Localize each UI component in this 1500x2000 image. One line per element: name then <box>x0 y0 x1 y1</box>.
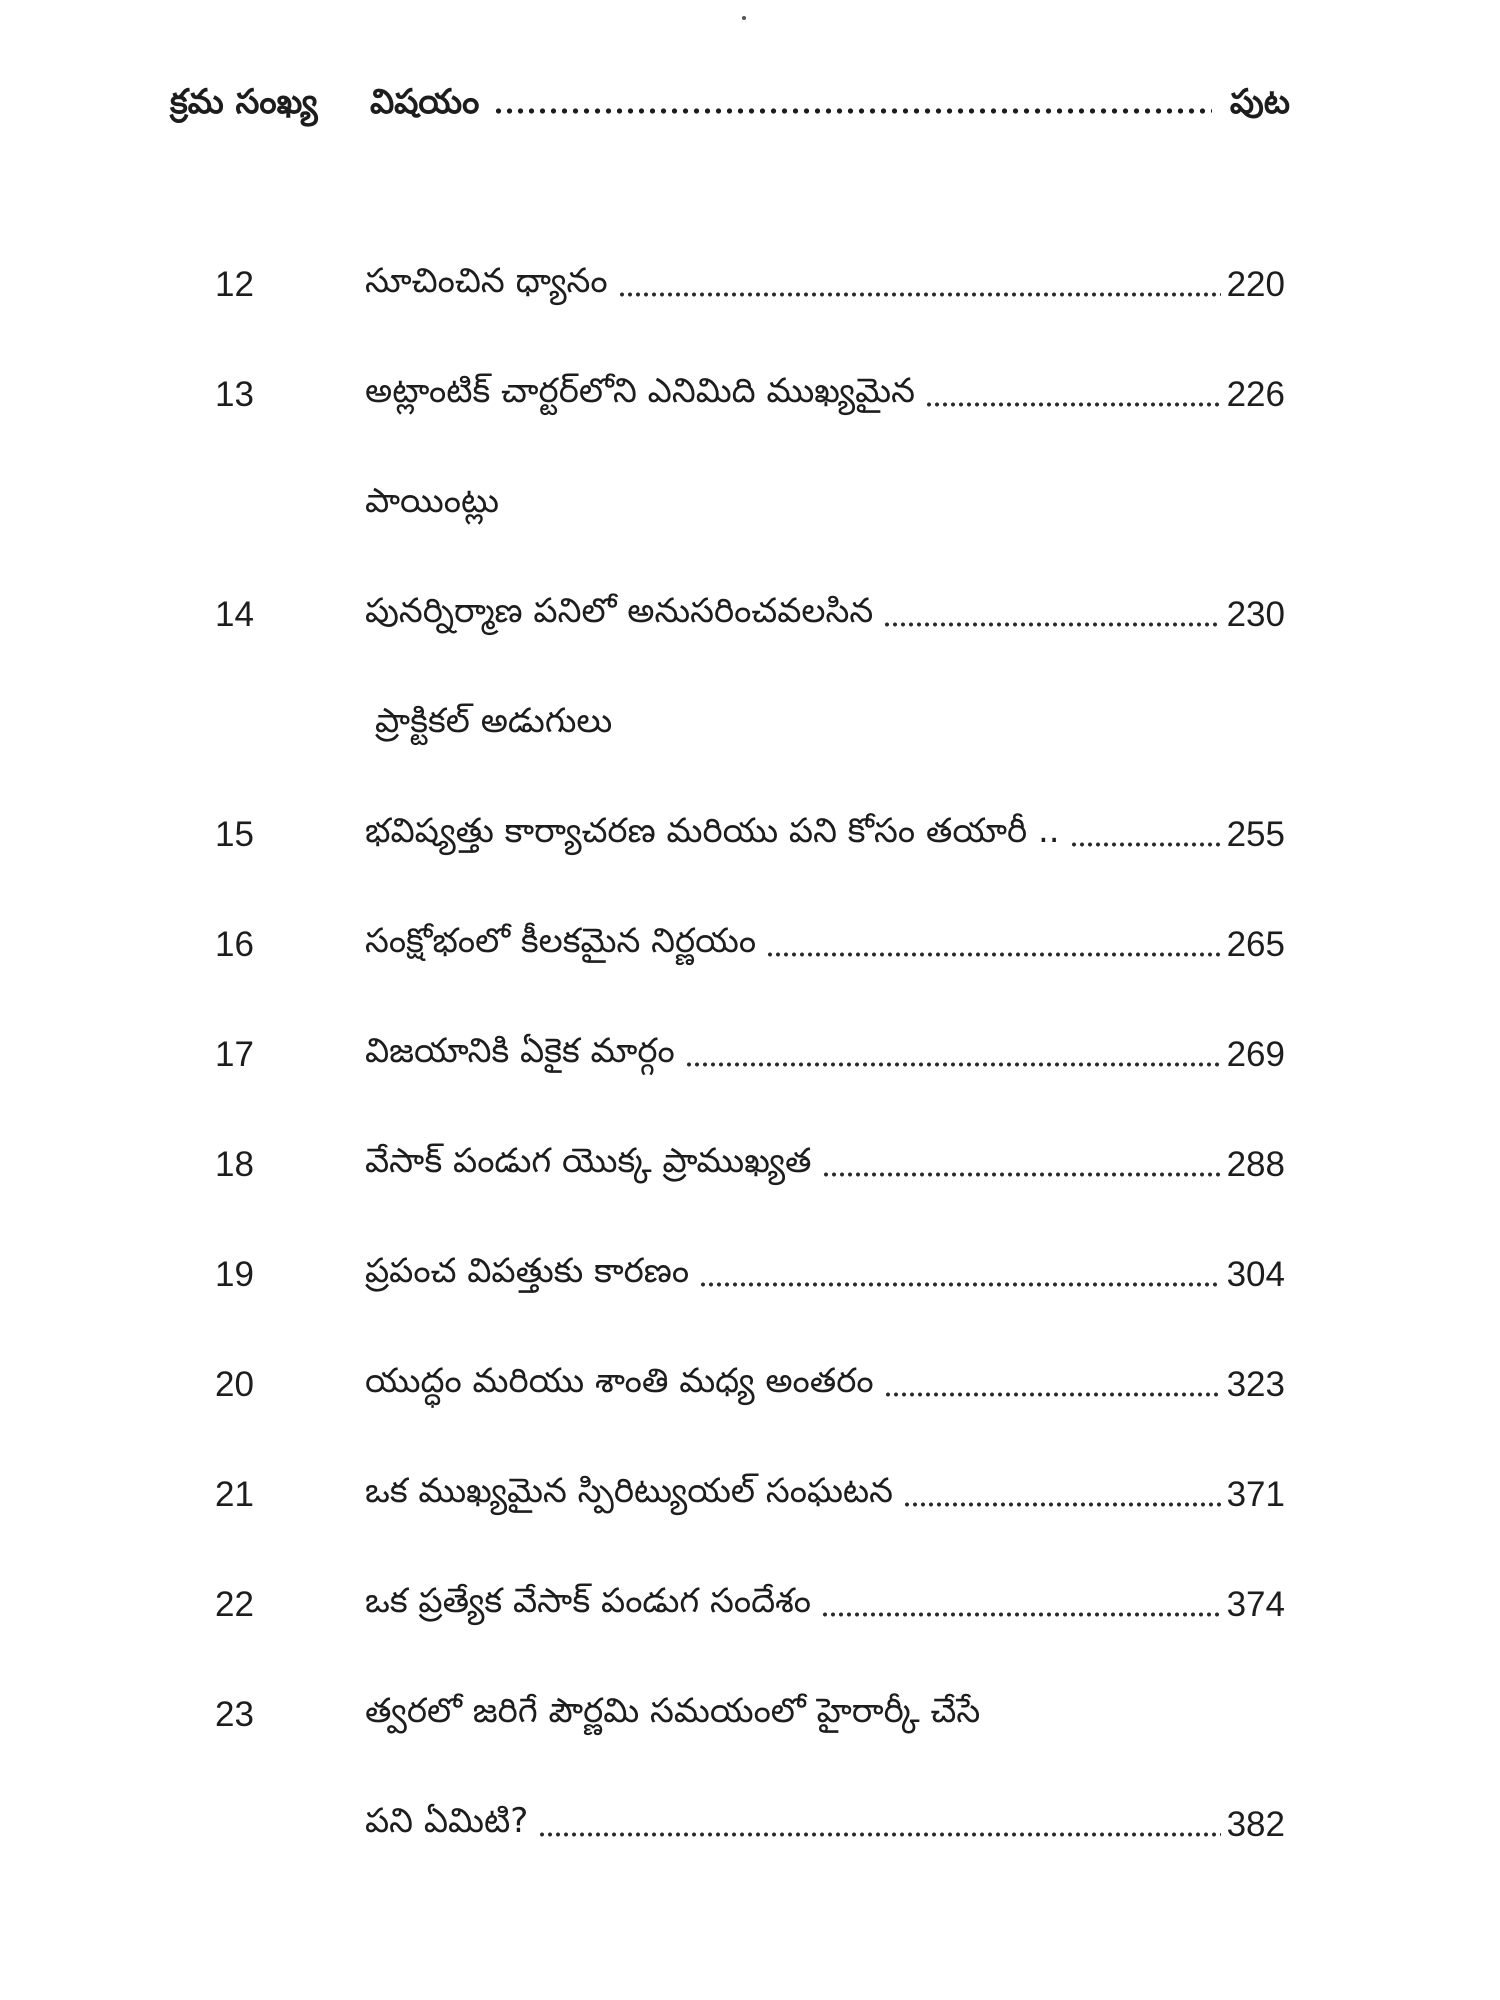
entry-page: 304 <box>1226 1255 1285 1294</box>
toc-row <box>0 1355 1500 1415</box>
toc-row <box>0 915 1500 975</box>
toc-header <box>170 78 1290 134</box>
entry-page: 371 <box>1226 1475 1285 1514</box>
page-column-label: పుట <box>1229 82 1290 122</box>
toc-row <box>0 1025 1500 1085</box>
entry-line[interactable] <box>365 805 1285 865</box>
entry-title: ప్రాక్టికల్ అడుగులు <box>375 701 613 741</box>
toc-row-continuation <box>0 695 1500 755</box>
entry-title: ఒక ప్రత్యేక వేసాక్ పండుగ సందేశం <box>365 1581 812 1621</box>
dot-leader <box>821 1612 1221 1617</box>
entry-page: 382 <box>1226 1805 1285 1844</box>
entry-line[interactable] <box>365 255 1285 315</box>
entry-number: 16 <box>215 925 254 964</box>
toc-row-continuation <box>0 475 1500 535</box>
dot-leader <box>925 402 1221 407</box>
entry-title: పునర్నిర్మాణ పనిలో అనుసరించవలసిన <box>365 591 874 631</box>
dot-leader <box>699 1282 1221 1287</box>
entry-page: 220 <box>1226 265 1285 304</box>
entry-title: అట్లాంటిక్ చార్టర్‌లోని ఎనిమిది ముఖ్యమైన <box>365 371 915 411</box>
entry-page: 288 <box>1226 1145 1285 1184</box>
entry-page: 323 <box>1226 1365 1285 1404</box>
toc-row <box>0 805 1500 865</box>
entry-title: ప్రపంచ విపత్తుకు కారణం <box>365 1251 690 1291</box>
entry-title: త్వరలో జరిగే పౌర్ణమి సమయంలో హైరార్కీ చేసే <box>365 1691 981 1731</box>
entry-number: 20 <box>215 1365 254 1404</box>
toc-row <box>0 1135 1500 1195</box>
entry-line[interactable] <box>365 1355 1285 1415</box>
entry-line[interactable] <box>365 1245 1285 1305</box>
toc-row <box>0 1685 1500 1745</box>
entry-number: 19 <box>215 1255 254 1294</box>
subject-column-label: విషయం <box>370 82 480 122</box>
entry-title: సంక్షోభంలో కీలకమైన నిర్ణయం <box>365 921 757 961</box>
entry-title: యుద్ధం మరియు శాంతి మధ్య అంతరం <box>365 1361 874 1401</box>
entry-title: పని ఏమిటి? <box>365 1801 529 1841</box>
entry-page: 265 <box>1226 925 1285 964</box>
dot-leader <box>1070 842 1221 847</box>
entry-title: ఒక ముఖ్యమైన స్పిరిట్యుయల్ సంఘటన <box>365 1471 894 1511</box>
entry-page: 374 <box>1226 1585 1285 1624</box>
entry-number: 15 <box>215 815 254 854</box>
entry-line[interactable] <box>365 365 1285 425</box>
entry-number: 21 <box>215 1475 254 1514</box>
entry-line[interactable] <box>365 1465 1285 1525</box>
entry-page: 230 <box>1226 595 1285 634</box>
toc-row-continuation <box>0 1795 1500 1855</box>
entry-title: భవిష్యత్తు కార్యాచరణ మరియు పని కోసం తయారీ .. <box>365 811 1060 851</box>
dot-leader <box>618 292 1221 297</box>
entry-number: 22 <box>215 1585 254 1624</box>
print-speck <box>742 16 746 20</box>
entry-number: 12 <box>215 265 254 304</box>
entry-line-continuation[interactable] <box>375 695 1295 755</box>
dot-leader <box>766 952 1220 957</box>
toc-row <box>0 1575 1500 1635</box>
entry-line[interactable] <box>365 585 1285 645</box>
header-dot-leader <box>493 108 1211 114</box>
entry-line[interactable] <box>365 1685 1285 1745</box>
entry-line[interactable] <box>365 1575 1285 1635</box>
entry-number: 18 <box>215 1145 254 1184</box>
entry-line[interactable] <box>365 1135 1285 1195</box>
entry-page: 255 <box>1226 815 1285 854</box>
toc-row <box>0 255 1500 315</box>
entry-line-continuation[interactable] <box>365 1795 1285 1855</box>
entry-line-continuation[interactable] <box>365 475 1285 535</box>
entry-page: 226 <box>1226 375 1285 414</box>
toc-row <box>0 1465 1500 1525</box>
serial-column-label: క్రమ సంఖ్య <box>170 82 318 122</box>
dot-leader <box>884 1392 1221 1397</box>
dot-leader <box>822 1172 1221 1177</box>
entry-title: వేసాక్ పండుగ యొక్క ప్రాముఖ్యత <box>365 1141 812 1181</box>
toc-row <box>0 585 1500 645</box>
dot-leader <box>883 622 1220 627</box>
dot-leader <box>685 1062 1221 1067</box>
entry-title: పాయింట్లు <box>365 481 500 521</box>
dot-leader <box>538 1832 1220 1837</box>
entry-title: సూచించిన ధ్యానం <box>365 261 608 301</box>
entry-number: 23 <box>215 1695 254 1734</box>
entry-page: 269 <box>1226 1035 1285 1074</box>
entry-line[interactable] <box>365 915 1285 975</box>
entry-number: 14 <box>215 595 254 634</box>
entry-number: 17 <box>215 1035 254 1074</box>
entry-number: 13 <box>215 375 254 414</box>
toc-row <box>0 1245 1500 1305</box>
entry-line[interactable] <box>365 1025 1285 1085</box>
dot-leader <box>903 1502 1221 1507</box>
entry-title: విజయానికి ఏకైక మార్గం <box>365 1031 675 1071</box>
toc-row <box>0 365 1500 425</box>
